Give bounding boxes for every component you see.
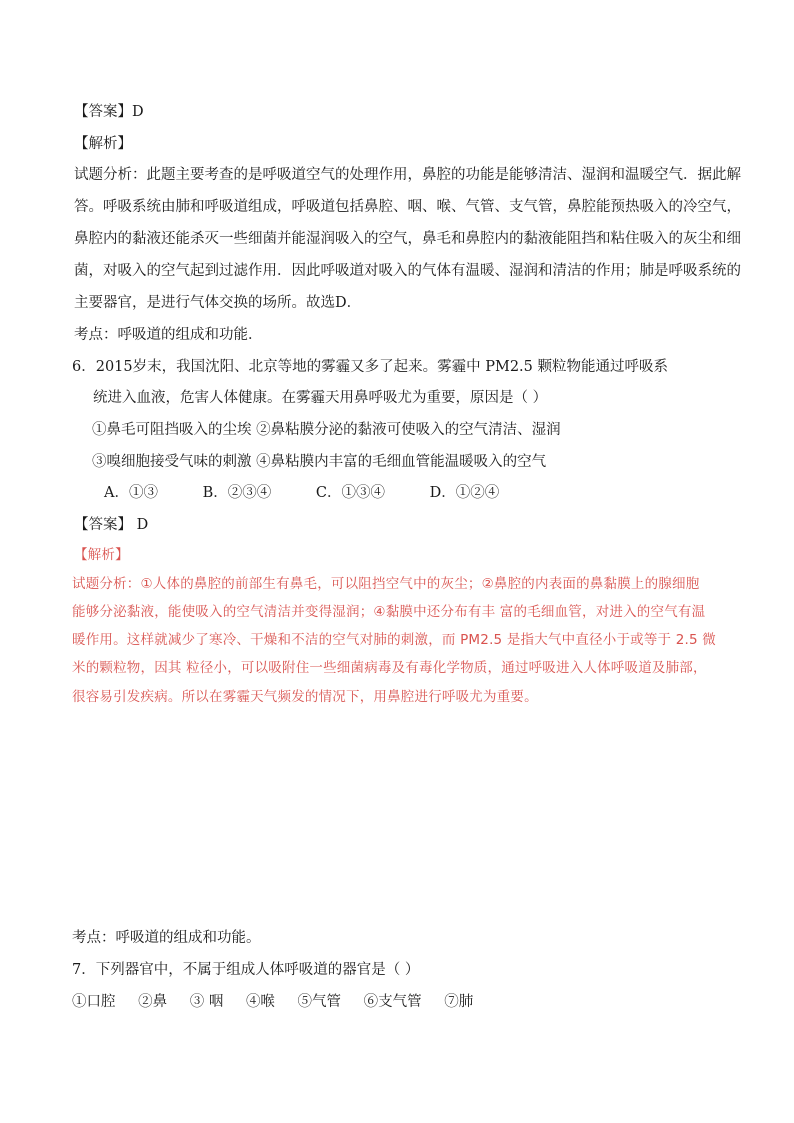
q5-kaodian: 考点：呼吸道的组成和功能．	[74, 327, 263, 343]
q7-item: ⑤气管	[297, 994, 342, 1010]
q7-item: ④喉	[245, 994, 275, 1010]
q6-stem-line: 统进入血液，危害人体健康。在雾霾天用鼻呼吸尤为重要，原因是（ ）	[93, 390, 548, 406]
q6-option-d: D．①②④	[429, 485, 500, 501]
q5-analysis-line: 主要器官，是进行气体交换的场所。故选D．	[74, 295, 362, 311]
q6-analysis-line: 能够分泌黏液，能使吸入的空气清洁并变得湿润；④黏膜中还分布有丰 富的毛细血管，对进入的空气有温	[72, 604, 706, 620]
q5-analysis-line: 试题分析：此题主要考查的是呼吸道空气的处理作用，鼻腔的功能是能够清洁、湿润和温暖空气．据此解	[74, 167, 741, 183]
q6-kaodian: 考点：呼吸道的组成和功能。	[72, 930, 261, 946]
q6-option-b: B．②③④	[202, 485, 272, 501]
q6-options	[104, 483, 539, 503]
q6-analysis-line: 暖作用。这样就减少了寒冷、干燥和不洁的空气对肺的刺激，而 PM2.5 是指大气中直径小于或等于 2.5 微	[72, 632, 716, 648]
q5-analysis-line: 鼻腔内的黏液还能杀灭一些细菌并能湿润吸入的空气，鼻毛和鼻腔内的黏液能阻挡和粘住吸入的灰尘和细	[74, 231, 741, 247]
q7-item: ①口腔	[72, 994, 116, 1010]
q6-statement-line: ③嗅细胞接受气味的刺激 ④鼻粘膜内丰富的毛细血管能温暖吸入的空气	[92, 454, 547, 470]
q5-analysis-line: 菌，对吸入的空气起到过滤作用．因此呼吸道对吸入的气体有温暖、湿润和清洁的作用；肺是呼吸系统的	[74, 263, 741, 279]
q6-statement-line: ①鼻毛可阻挡吸入的尘埃 ②鼻粘膜分泌的黏液可使吸入的空气清洁、湿润	[92, 422, 561, 438]
q7-item: ③ 咽	[189, 994, 224, 1010]
q7-items	[72, 992, 491, 1012]
q6-stem-line: 6．2015岁末，我国沈阳、北京等地的雾霾又多了起来。雾霾中 PM2.5 颗粒物能通过呼吸系	[72, 359, 669, 375]
q7-item: ②鼻	[138, 994, 168, 1010]
q6-analysis-label: 【解析】	[74, 547, 129, 563]
q6-analysis-line: 米的颗粒物，因其 粒径小，可以吸附住一些细菌病毒及有毒化学物质，通过呼吸进入人体呼吸道及肺部，	[72, 660, 707, 676]
q7-stem: 7．下列器官中，不属于组成人体呼吸道的器官是（ ）	[72, 962, 420, 978]
q5-analysis-label: 【解析】	[74, 136, 132, 152]
q6-option-c: C．①③④	[315, 485, 385, 501]
q6-answer: 【答案】 D	[74, 517, 149, 533]
q6-analysis-line: 试题分析：①人体的鼻腔的前部生有鼻毛，可以阻挡空气中的灰尘；②鼻腔的内表面的鼻黏膜上的腺细胞	[72, 576, 700, 592]
q5-answer: 【答案】D	[74, 104, 144, 120]
q7-item: ⑦肺	[444, 994, 474, 1010]
q7-item: ⑥支气管	[363, 994, 422, 1010]
q6-analysis-line: 很容易引发疾病。所以在雾霾天气频发的情况下，用鼻腔进行呼吸尤为重要。	[72, 689, 538, 705]
q5-analysis-line: 答。呼吸系统由肺和呼吸道组成，呼吸道包括鼻腔、咽、喉、气管、支气管，鼻腔能预热吸入的冷空气，	[74, 199, 741, 215]
q6-option-a: A．①③	[104, 485, 158, 501]
